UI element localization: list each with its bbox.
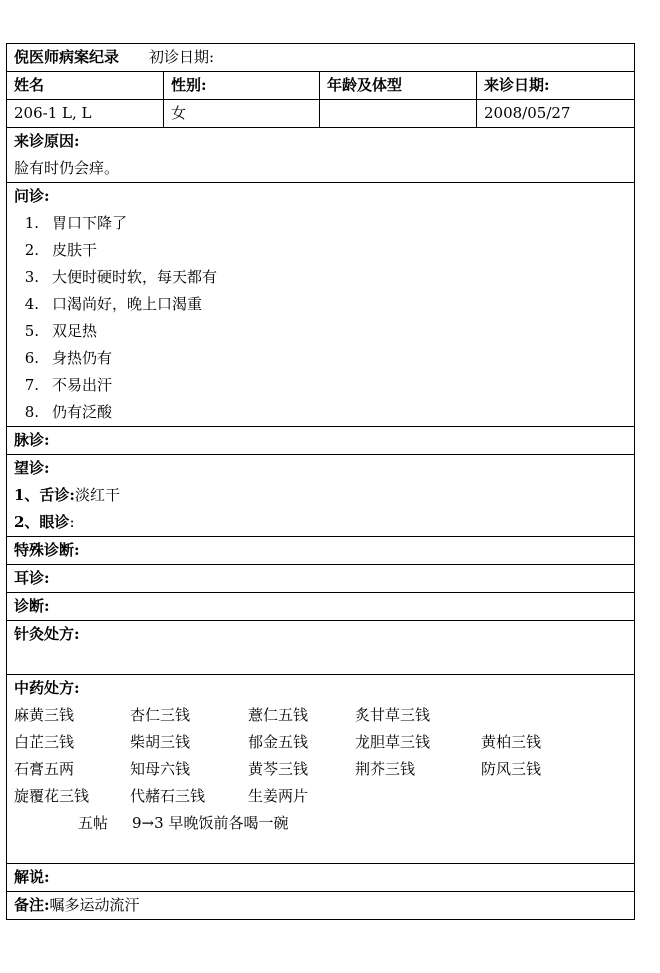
ear-diagnosis-label: 耳诊: (7, 565, 635, 593)
dose-count: 五帖 (78, 814, 109, 832)
record-title: 倪医师病案纪录 (14, 48, 120, 66)
remarks-text: 嘱多运动流汗 (49, 896, 140, 914)
age-label: 年龄及体型 (320, 72, 477, 100)
herb-item: 石膏五两 (14, 760, 75, 778)
reason-text: 脸有时仍会痒。 (14, 159, 120, 177)
list-item: 3. 大便时硬时软，每天都有 (24, 268, 218, 286)
herb-item: 旋覆花三钱 (14, 787, 90, 805)
visit-date-value: 2008/05/27 (477, 100, 635, 128)
medical-record (6, 43, 634, 920)
name-label: 姓名 (7, 72, 164, 100)
observe-section (7, 455, 635, 537)
inquiry-label: 问诊: (14, 187, 50, 205)
herb-item: 白芷三钱 (14, 733, 75, 751)
record-table (6, 43, 635, 920)
herbal-label: 中药处方: (14, 679, 80, 697)
list-item: 1. 胃口下降了 (24, 214, 128, 232)
reason-section (7, 128, 635, 183)
herb-item: 知母六钱 (130, 760, 191, 778)
special-diagnosis-label: 特殊诊断: (7, 537, 635, 565)
herbal-section (7, 675, 635, 864)
visit-date-label: 来诊日期: (477, 72, 635, 100)
list-item: 5. 双足热 (24, 322, 98, 340)
gender-label: 性别: (164, 72, 320, 100)
herb-item: 黄柏三钱 (481, 733, 542, 751)
tongue-label: 1、舌诊: (14, 486, 75, 504)
eye-line (14, 509, 627, 536)
herb-item: 薏仁五钱 (248, 706, 309, 724)
eye-value: : (69, 513, 75, 531)
tongue-line (14, 482, 627, 509)
herb-item: 黄芩三钱 (248, 760, 309, 778)
dose-schedule: 9→3 早晚饭前各喝一碗 (132, 814, 289, 832)
list-item: 4. 口渴尚好，晚上口渴重 (24, 295, 203, 313)
eye-label: 2、眼诊 (14, 513, 70, 531)
acupuncture-label: 针灸处方: (7, 621, 635, 675)
remarks-section (7, 892, 635, 920)
explanation-label: 解说: (7, 864, 635, 892)
gender-value: 女 (164, 100, 320, 128)
diagnosis-label: 诊断: (7, 593, 635, 621)
herb-item: 郁金五钱 (248, 733, 309, 751)
list-item: 7. 不易出汗 (24, 376, 113, 394)
dosage-line (78, 810, 288, 837)
pulse-label: 脉诊: (7, 427, 635, 455)
list-item: 8. 仍有泛酸 (24, 403, 113, 421)
herb-item: 炙甘草三钱 (355, 706, 431, 724)
herb-item: 生姜两片 (248, 787, 309, 805)
first-visit-label: 初诊日期: (149, 48, 215, 66)
name-value: 206-1 L, L (7, 100, 164, 128)
remarks-label: 备注: (14, 896, 50, 914)
herb-item: 柴胡三钱 (130, 733, 191, 751)
age-value (320, 100, 477, 128)
herb-item: 杏仁三钱 (130, 706, 191, 724)
inquiry-list (14, 210, 627, 426)
reason-label: 来诊原因: (14, 132, 80, 150)
list-item: 6. 身热仍有 (24, 349, 113, 367)
tongue-value: 淡红干 (74, 486, 120, 504)
herb-item: 麻黄三钱 (14, 706, 75, 724)
herb-item: 龙胆草三钱 (355, 733, 431, 751)
herb-item: 防风三钱 (481, 760, 542, 778)
list-item: 2. 皮肤干 (24, 241, 98, 259)
inquiry-section (7, 183, 635, 427)
title-row (7, 44, 635, 72)
herb-item: 代赭石三钱 (130, 787, 206, 805)
observe-label: 望诊: (14, 459, 50, 477)
herb-item: 荆芥三钱 (355, 760, 416, 778)
herbal-grid (14, 702, 627, 832)
